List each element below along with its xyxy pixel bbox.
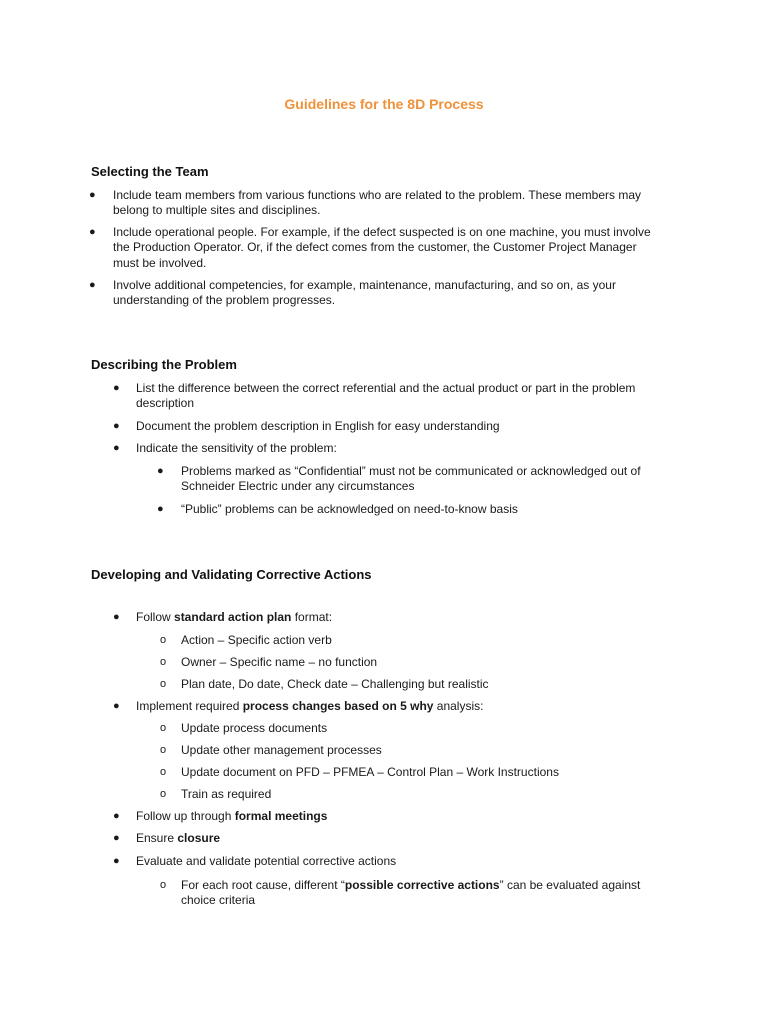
circle-bullet-icon: o — [160, 722, 167, 734]
bullet-icon: ● — [113, 420, 120, 432]
list-item: List the difference between the correct referential and the actual product or part in the problem — [136, 381, 636, 395]
bold-text: closure — [177, 831, 221, 845]
list-item-continuation: belong to multiple sites and disciplines. — [113, 203, 321, 217]
bullet-icon: ● — [89, 226, 96, 238]
bold-text: standard action plan — [174, 610, 292, 624]
bullet-icon: ● — [113, 855, 120, 867]
sub-list-item: “Public” problems can be acknowledged on need-to-know basis — [181, 502, 518, 516]
sub-list-item: Plan date, Do date, Check date – Challenging but realistic — [181, 677, 489, 691]
text-run: For each root cause, different “ — [181, 878, 345, 892]
list-item-continuation: understanding of the problem progresses. — [113, 293, 336, 307]
text-run: format: — [291, 610, 333, 624]
list-item: Indicate the sensitivity of the problem: — [136, 441, 337, 455]
list-item-continuation: must be involved. — [113, 256, 207, 270]
bullet-icon: ● — [113, 810, 120, 822]
list-item-follow-up — [136, 809, 327, 825]
list-item: Include operational people. For example, if the defect suspected is on one machine, you must involve — [113, 225, 651, 239]
sub-list-item: Update other management processes — [181, 743, 382, 757]
sub-list-item-root-cause — [181, 878, 640, 894]
section-heading-corrective-actions: Developing and Validating Corrective Actions — [91, 567, 372, 582]
text-run: analysis: — [433, 699, 484, 713]
circle-bullet-icon: o — [160, 788, 167, 800]
circle-bullet-icon: o — [160, 766, 167, 778]
list-item-ensure — [136, 831, 220, 847]
bullet-icon: ● — [157, 503, 164, 515]
list-item: Include team members from various functions who are related to the problem. These members may — [113, 188, 642, 202]
bold-text: possible corrective actions — [344, 878, 500, 892]
list-item: Document the problem description in English for easy understanding — [136, 419, 500, 433]
document-title: Guidelines for the 8D Process — [284, 96, 484, 112]
section-heading-selecting-team: Selecting the Team — [91, 164, 209, 179]
text-run: Follow up through — [136, 809, 235, 823]
text-run: ” can be evaluated against — [499, 878, 641, 892]
circle-bullet-icon: o — [160, 634, 167, 646]
circle-bullet-icon: o — [160, 678, 167, 690]
bullet-icon: ● — [113, 611, 120, 623]
text-run: Implement required — [136, 699, 243, 713]
list-item-continuation: the Production Operator. Or, if the defect comes from the customer, the Customer Project Manager — [113, 240, 637, 254]
sub-list-item: Update document on PFD – PFMEA – Control Plan – Work Instructions — [181, 765, 559, 779]
sub-list-item: Update process documents — [181, 721, 328, 735]
sub-list-item-continuation: choice criteria — [181, 893, 256, 907]
bullet-icon: ● — [113, 832, 120, 844]
text-run: Ensure — [136, 831, 178, 845]
bullet-icon: ● — [89, 189, 96, 201]
section-heading-describing-problem: Describing the Problem — [91, 357, 237, 372]
list-item: Evaluate and validate potential corrective actions — [136, 854, 397, 868]
list-item: Involve additional competencies, for example, maintenance, manufacturing, and so on, as your — [113, 278, 616, 292]
bullet-icon: ● — [113, 442, 120, 454]
sub-list-item-continuation: Schneider Electric under any circumstances — [181, 479, 415, 493]
bold-text: formal meetings — [234, 809, 328, 823]
circle-bullet-icon: o — [160, 744, 167, 756]
list-item-continuation: description — [136, 396, 195, 410]
text-run: Follow — [136, 610, 175, 624]
circle-bullet-icon: o — [160, 656, 167, 668]
circle-bullet-icon: o — [160, 879, 167, 891]
sub-list-item: Action – Specific action verb — [181, 633, 332, 647]
sub-list-item: Train as required — [181, 787, 272, 801]
sub-list-item: Problems marked as “Confidential” must not be communicated or acknowledged out of — [181, 464, 641, 478]
list-item-implement — [136, 699, 483, 715]
bold-text: process changes based on 5 why — [242, 699, 434, 713]
bullet-icon: ● — [157, 465, 164, 477]
list-item-follow-format — [136, 610, 332, 626]
bullet-icon: ● — [89, 279, 96, 291]
bullet-icon: ● — [113, 700, 120, 712]
bullet-icon: ● — [113, 382, 120, 394]
sub-list-item: Owner – Specific name – no function — [181, 655, 378, 669]
